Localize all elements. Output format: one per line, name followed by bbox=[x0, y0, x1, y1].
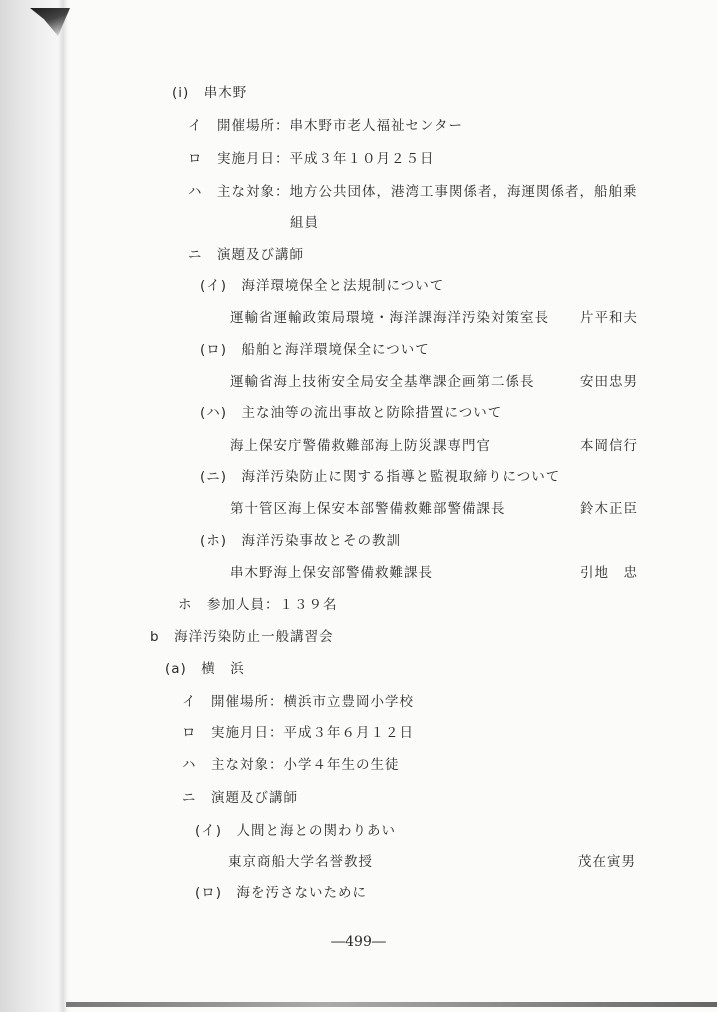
section-a-heading: (a) 横 浜 bbox=[165, 661, 245, 677]
section-a-topic-lecturer: 茂在寅男 bbox=[578, 854, 636, 870]
section-b-heading: b 海洋汚染防止一般講習会 bbox=[150, 629, 334, 645]
topic-affiliation: 串木野海上保安部警備救難課長 bbox=[230, 565, 433, 581]
section-i-heading: (i) 串木野 bbox=[172, 85, 248, 101]
scan-bottom-edge bbox=[66, 1002, 717, 1007]
section-i-date: ロ 実施月日：平成３年１０月２５日 bbox=[188, 151, 435, 167]
section-a-topic-title: (ロ) 海を汚さないために bbox=[195, 885, 368, 901]
topic-lecturer: 鈴木正臣 bbox=[580, 501, 638, 517]
topic-affiliation: 運輸省海上技術安全局安全基準課企画第二係長 bbox=[230, 374, 535, 390]
section-a-topic-title: (イ) 人間と海との関わりあい bbox=[195, 823, 397, 839]
topic-affiliation: 海上保安庁警備救難部海上防災課専門官 bbox=[230, 438, 491, 454]
binding-edge bbox=[58, 0, 68, 1012]
section-i-audience-line2: 組員 bbox=[290, 215, 319, 231]
topic-title: (ロ) 船舶と海洋環境保全について bbox=[200, 342, 430, 358]
section-i-venue: イ 開催場所：串木野市老人福祉センター bbox=[188, 118, 463, 134]
section-a-topics-heading: ニ 演題及び講師 bbox=[182, 790, 298, 806]
section-a-audience: ハ 主な対象：小学４年生の生徒 bbox=[182, 757, 400, 773]
topic-lecturer: 引地 忠 bbox=[580, 565, 638, 581]
topic-lecturer: 安田忠男 bbox=[580, 374, 638, 390]
topic-lecturer: 片平和夫 bbox=[580, 310, 638, 326]
topic-lecturer: 本岡信行 bbox=[580, 438, 638, 454]
section-i-topics-heading: ニ 演題及び講師 bbox=[188, 247, 304, 263]
section-i-participants: ホ 参加人員：１３９名 bbox=[178, 597, 338, 613]
topic-affiliation: 運輸省運輸政策局環境・海洋課海洋汚染対策室長 bbox=[230, 310, 549, 326]
topic-title: (イ) 海洋環境保全と法規制について bbox=[200, 278, 445, 294]
section-a-venue: イ 開催場所：横浜市立豊岡小学校 bbox=[182, 694, 414, 710]
topic-affiliation: 第十管区海上保安本部警備救難部警備課長 bbox=[230, 501, 506, 517]
topic-title: (ニ) 海洋汚染防止に関する指導と監視取締りについて bbox=[200, 469, 561, 485]
topic-title: (ハ) 主な油等の流出事故と防除措置について bbox=[200, 405, 503, 421]
topic-title: (ホ) 海洋汚染事故とその教訓 bbox=[200, 533, 402, 549]
page-number: ―499― bbox=[331, 934, 386, 950]
section-a-topic-affiliation: 東京商船大学名誉教授 bbox=[228, 854, 373, 870]
section-i-audience-line1: ハ 主な対象：地方公共団体，港湾工事関係者，海運関係者，船舶乗 bbox=[188, 184, 638, 200]
section-a-date: ロ 実施月日：平成３年６月１２日 bbox=[182, 725, 414, 741]
